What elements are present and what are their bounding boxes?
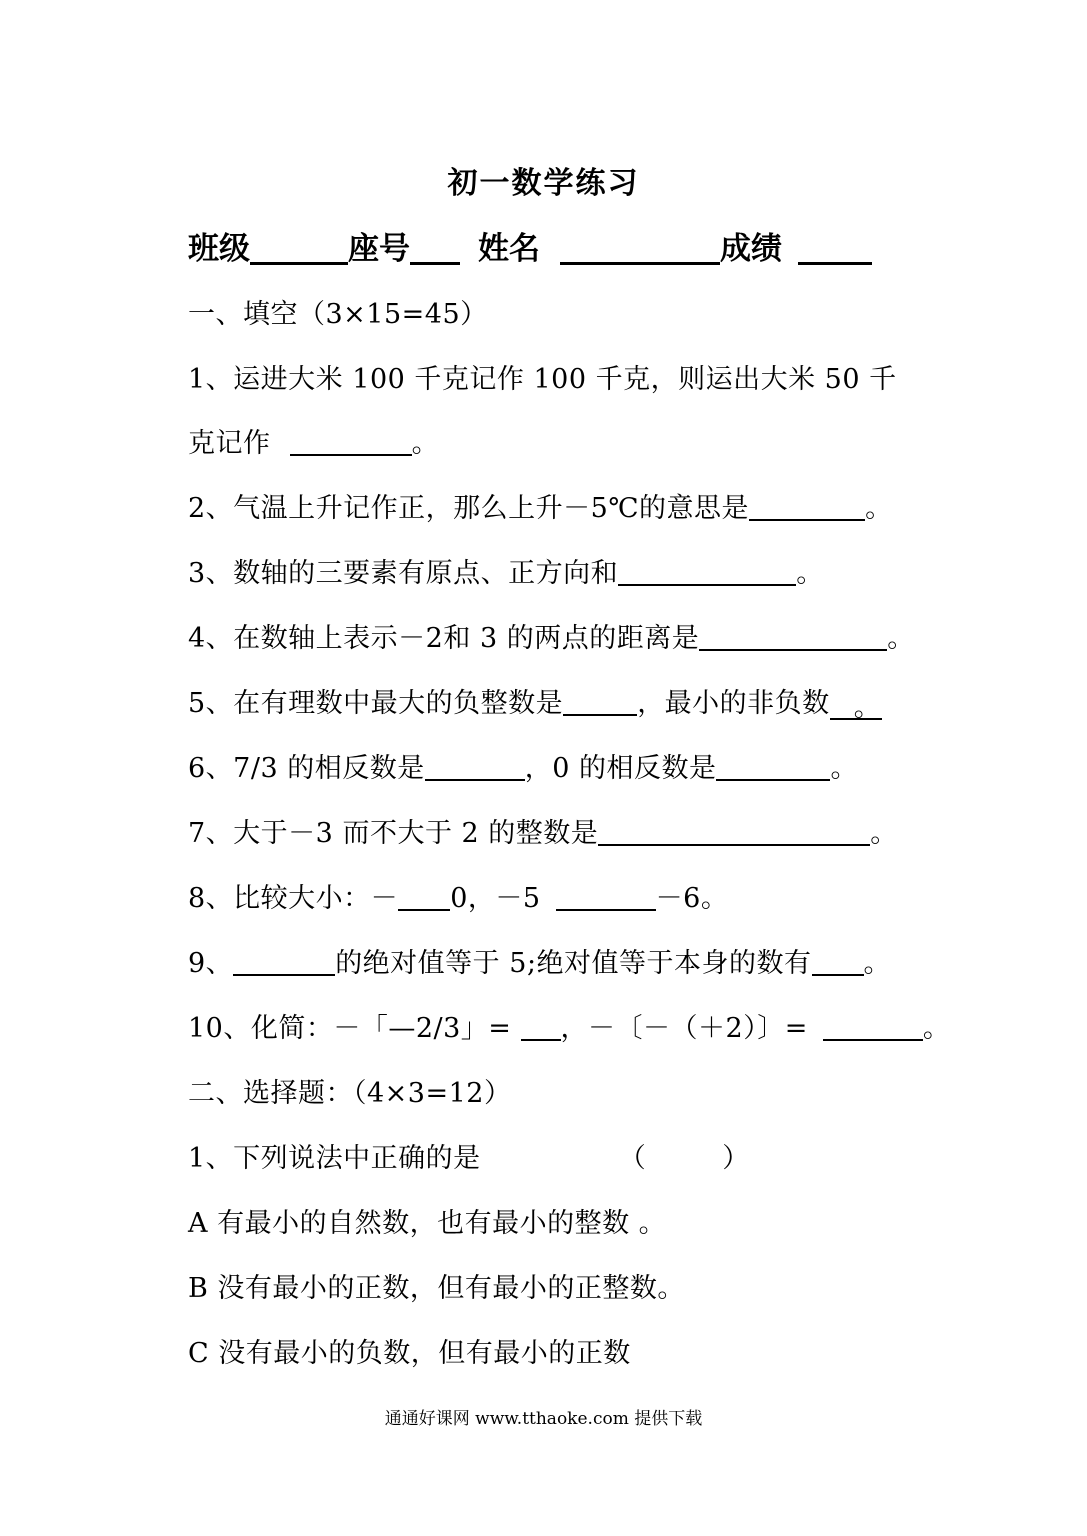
option-a: A 有最小的自然数，也有最小的整数 。 xyxy=(188,1208,667,1239)
name-label: 姓名 xyxy=(478,231,540,267)
question-5 xyxy=(188,686,882,722)
section2-heading: 二、选择题：（4×3=12） xyxy=(188,1078,512,1109)
question-2-end: 。 xyxy=(865,493,893,524)
question-6-text-a: 6、7/3 的相反数是 xyxy=(188,753,425,784)
choice-question-1-text: 1、下列说法中正确的是 xyxy=(188,1143,481,1174)
question-6-text-b: ，0 的相反数是 xyxy=(524,753,717,784)
score-blank xyxy=(798,232,872,265)
question-9-end: 。 xyxy=(863,948,892,979)
question-1-end: 。 xyxy=(411,428,440,459)
section1-heading: 一、填空（3×15=45） xyxy=(188,299,488,330)
question-2-text: 2、气温上升记作正，那么上升－5℃的意思是 xyxy=(188,493,750,524)
answer-paren-close: ） xyxy=(722,1143,750,1174)
answer-blank xyxy=(618,556,796,586)
question-9 xyxy=(188,946,891,982)
question-5-text-a: 5、在有理数中最大的负整数是 xyxy=(188,688,564,719)
question-5-end: 。 xyxy=(853,692,882,723)
option-b: B 没有最小的正数，但有最小的正整数。 xyxy=(188,1273,685,1304)
seat-blank xyxy=(410,232,460,265)
score-label: 成绩 xyxy=(720,231,782,267)
answer-blank xyxy=(749,491,865,521)
answer-blank xyxy=(233,946,335,976)
question-1-line1: 1、运进大米 100 千克记作 100 千克，则运出大米 50 千 xyxy=(188,364,897,395)
answer-blank xyxy=(521,1011,561,1041)
answer-blank xyxy=(556,881,656,911)
question-3 xyxy=(188,556,824,592)
question-8-text-c: －6。 xyxy=(655,883,729,914)
name-blank xyxy=(560,232,720,265)
answer-blank xyxy=(716,751,830,781)
answer-blank xyxy=(830,690,882,723)
class-label: 班级 xyxy=(188,231,250,267)
question-10-text-b: ，－〔－（＋2）〕= xyxy=(560,1013,817,1044)
question-10-end: 。 xyxy=(922,1013,951,1044)
answer-blank xyxy=(290,426,412,456)
question-7 xyxy=(188,816,898,852)
class-blank xyxy=(250,232,348,265)
footer-credit: 通通好课网 www.tthaoke.com 提供下载 xyxy=(384,1409,703,1429)
question-1-text: 克记作 xyxy=(188,428,280,459)
question-3-text: 3、数轴的三要素有原点、正方向和 xyxy=(188,558,619,589)
answer-blank xyxy=(563,686,637,716)
answer-paren-open: （ xyxy=(618,1143,647,1174)
question-7-text: 7、大于－3 而不大于 2 的整数是 xyxy=(188,818,599,849)
question-6-end: 。 xyxy=(830,753,858,784)
question-2 xyxy=(188,491,893,527)
option-c: C 没有最小的负数，但有最小的正数 xyxy=(188,1338,631,1369)
answer-blank xyxy=(598,816,870,846)
answer-blank xyxy=(699,621,887,651)
answer-blank xyxy=(812,946,864,976)
question-9-text-b: 的绝对值等于 5;绝对值等于本身的数有 xyxy=(335,948,812,979)
question-4 xyxy=(188,621,915,657)
question-4-end: 。 xyxy=(887,623,915,654)
question-6 xyxy=(188,751,858,787)
question-4-text: 4、在数轴上表示－2和 3 的两点的距离是 xyxy=(188,623,700,654)
question-1-line2 xyxy=(188,426,439,462)
question-5-text-b: ，最小的非负数 xyxy=(637,688,830,719)
choice-question-1 xyxy=(188,1141,750,1177)
answer-blank xyxy=(398,881,450,911)
student-info-row xyxy=(188,229,872,269)
question-8-text-b: 0，－5 xyxy=(450,883,550,914)
answer-blank xyxy=(823,1011,923,1041)
question-9-text-a: 9、 xyxy=(188,948,234,979)
question-3-end: 。 xyxy=(796,558,824,589)
question-10-text-a: 10、化简：－「—2/3」= xyxy=(188,1013,521,1044)
question-8-text-a: 8、比较大小：－ xyxy=(188,883,399,914)
question-10 xyxy=(188,1011,950,1047)
answer-blank xyxy=(425,751,525,781)
question-8 xyxy=(188,881,728,917)
page-title: 初一数学练习 xyxy=(447,166,640,201)
question-7-end: 。 xyxy=(870,818,898,849)
seat-label: 座号 xyxy=(348,231,410,267)
